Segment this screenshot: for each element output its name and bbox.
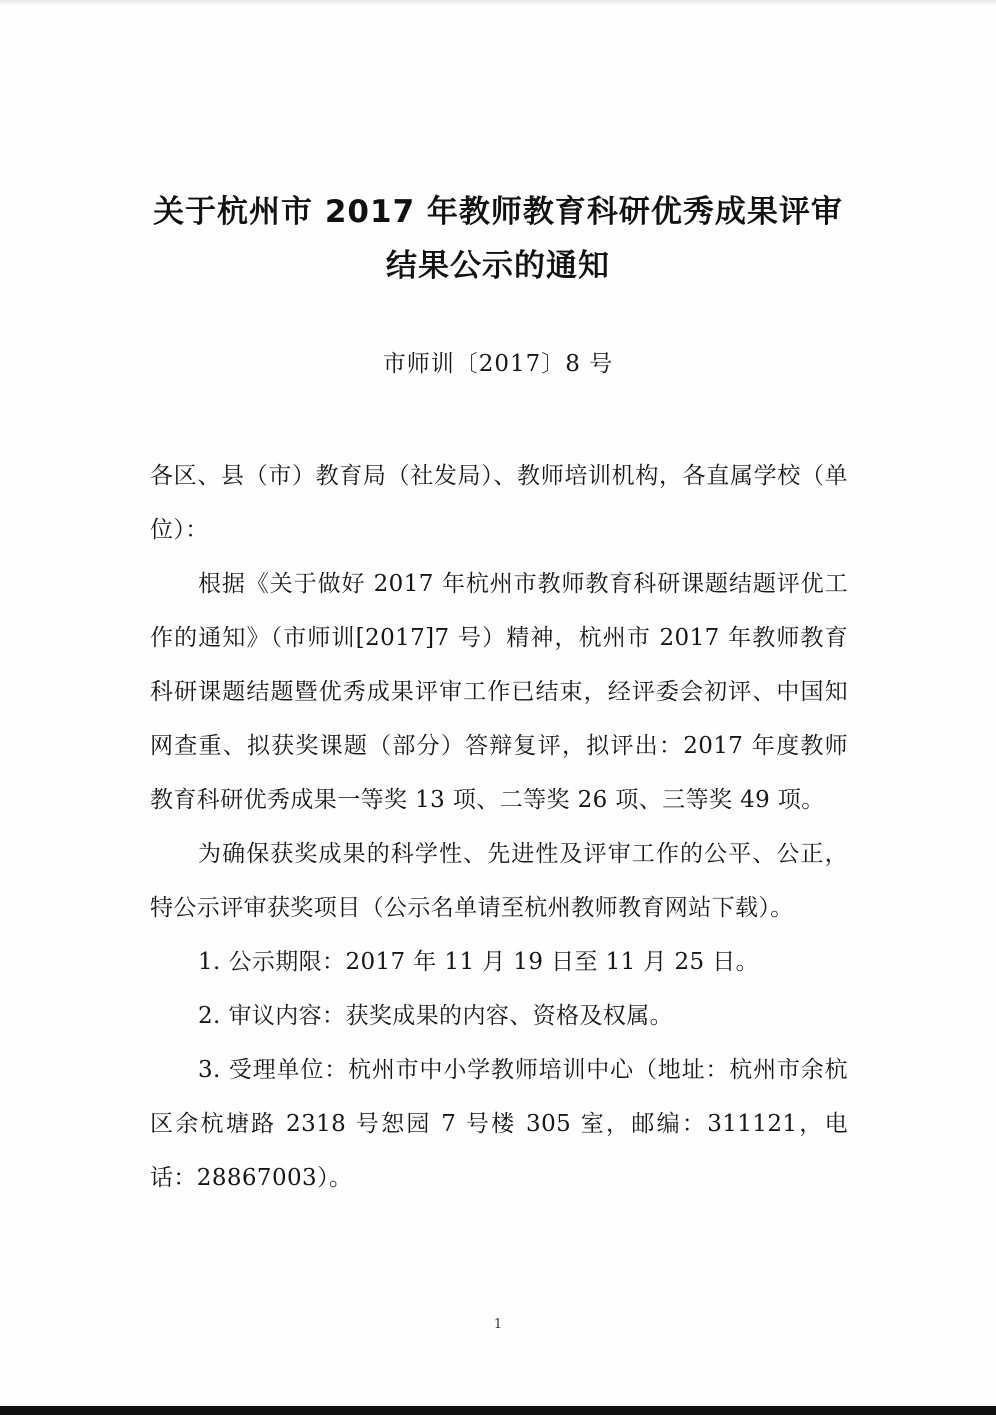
list-item-content: 2. 审议内容：获奖成果的内容、资格及权属。 — [198, 1003, 674, 1029]
scan-top-shade — [0, 0, 996, 6]
list-item-unit: 3. 受理单位：杭州市中小学教师培训中心（地址：杭州市余杭区余杭塘路 2318 号恕园 7 号楼 305 室，邮编：311121，电话：28867003）。 — [150, 1057, 848, 1191]
document-number: 市师训〔2017〕8 号 — [382, 351, 614, 377]
document-title-line-1: 关于杭州市 2017 年教师教育科研优秀成果评审 — [153, 194, 843, 230]
document-title-line-2: 结果公示的通知 — [386, 248, 610, 284]
paragraph-basis: 根据《关于做好 2017 年杭州市教师教育科研课题结题评优工作的通知》（市师训[2017]7 号）精神，杭州市 2017 年教师教育科研课题结题暨优秀成果评审工作已结束，经评委会初评、中国知网查重、拟获奖课题（部分）答辩复评，拟评出：2017 年度教师教育科研优秀成果一等奖 13 项、二等奖 26 项、三等奖 49 项。 — [150, 571, 848, 813]
page-number: 1 — [493, 1317, 503, 1332]
document-body — [150, 449, 848, 1205]
list-item-period: 1. 公示期限：2017 年 11 月 19 日至 11 月 25 日。 — [198, 949, 760, 975]
scan-bottom-edge — [0, 1406, 996, 1415]
paragraph-purpose: 为确保获奖成果的科学性、先进性及评审工作的公平、公正，特公示评审获奖项目（公示名单请至杭州教师教育网站下载）。 — [150, 841, 848, 921]
salutation: 各区、县（市）教育局（社发局）、教师培训机构，各直属学校（单位）： — [150, 463, 848, 543]
